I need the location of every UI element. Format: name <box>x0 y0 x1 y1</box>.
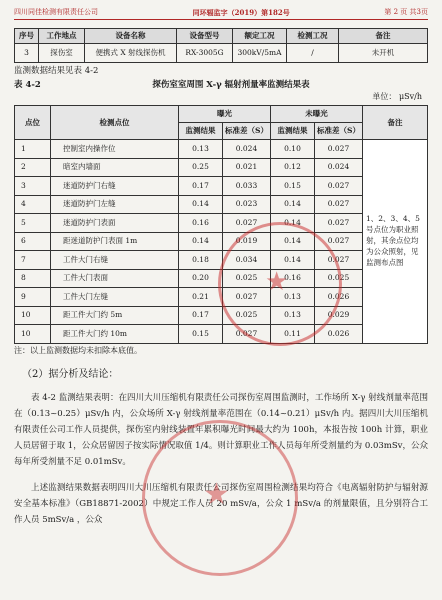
table-cell: 0.14 <box>271 195 315 214</box>
table-cell: 未开机 <box>339 44 428 63</box>
company-name: 四川同佳检测有限责任公司 <box>14 8 98 16</box>
col-header: 序号 <box>15 29 39 44</box>
table-cell: 10 <box>15 306 51 325</box>
page-indicator: 第 2 页 共3页 <box>384 8 428 16</box>
location-cell: 工件大门表面 <box>51 269 179 288</box>
table-cell: 0.14 <box>179 232 223 251</box>
table-cell: 0.15 <box>271 177 315 196</box>
table-cell: 0.21 <box>179 288 223 307</box>
table-cell: 0.029 <box>315 306 363 325</box>
table-cell: 0.13 <box>271 306 315 325</box>
table-cell: 0.13 <box>271 288 315 307</box>
conclusion-paragraph: 上述监测结果数据表明四川大川压缩机有限责任公司探伤室周围检测结果均符合《电离辐射防护与辐射源安全基本标准》（GB18871-2002）中规定工作人员 20 mSv/a，公众 1 mSv/a 的剂量限值，且分别符合工作人员 5mSv/a ，公众 <box>14 482 428 525</box>
location-cell: 工件大门右缝 <box>51 251 179 270</box>
table-cell: 0.14 <box>271 232 315 251</box>
report-number: 同环辐监字（2019）第182号 <box>192 8 290 17</box>
table-cell: 2 <box>15 158 51 177</box>
table-cell: 8 <box>15 269 51 288</box>
location-cell: 控制室内操作位 <box>51 140 179 159</box>
col-header-mean: 监测结果 <box>179 123 223 140</box>
table-cell: 0.021 <box>223 158 271 177</box>
col-header-sd: 标准差（S） <box>315 123 363 140</box>
table-cell: 0.027 <box>315 195 363 214</box>
table-cell: / <box>287 44 339 63</box>
table-cell: 0.027 <box>315 177 363 196</box>
table-cell: 0.10 <box>271 140 315 159</box>
equipment-table-header <box>15 29 428 44</box>
table-cell: 0.025 <box>315 269 363 288</box>
table-cell: 0.027 <box>315 232 363 251</box>
col-header-point: 点位 <box>15 106 51 140</box>
table-cell: 0.17 <box>179 306 223 325</box>
table-cell: 10 <box>15 325 51 344</box>
page-header <box>14 8 428 20</box>
col-header: 检测工况 <box>287 29 339 44</box>
table-cell: 0.15 <box>179 325 223 344</box>
table-caption <box>14 80 428 91</box>
col-header-mean: 监测结果 <box>271 123 315 140</box>
table-cell: 0.024 <box>223 140 271 159</box>
table-cell: 0.033 <box>223 177 271 196</box>
table-cell: 便携式 X 射线探伤机 <box>85 44 177 63</box>
table-cell: 6 <box>15 232 51 251</box>
table-cell: 300kV/5mA <box>233 44 287 63</box>
remark-cell: 1、2、3、4、5 号点位为职业照射，其余点位均为公众照射，见监测布点图 <box>363 140 428 344</box>
table-cell: 0.16 <box>179 214 223 233</box>
table-cell: 0.11 <box>271 325 315 344</box>
table-cell: 0.026 <box>315 288 363 307</box>
table-cell: 3 <box>15 44 39 63</box>
location-cell: 迷道防护门右缝 <box>51 177 179 196</box>
col-header-remark: 备注 <box>363 106 428 140</box>
seal-star-icon: ★ <box>203 477 230 512</box>
table-cell: 0.25 <box>179 158 223 177</box>
table-title: 探伤室室周围 X-γ 辐射剂量率监测结果表 <box>152 79 310 90</box>
table-cell: 0.14 <box>179 195 223 214</box>
table-cell: 0.027 <box>315 214 363 233</box>
table-row <box>15 44 428 63</box>
result-table-header <box>15 106 428 123</box>
table-cell: 4 <box>15 195 51 214</box>
analysis-paragraph: 表 4-2 监测结果表明：在四川大川压缩机有限责任公司探伤室周围监测时，工作场所 X-γ 射线剂量率范围在（0.13~0.25）μSv/h 内，公众场所 X-γ 射线剂量率范围在（0.14~0.21）μSv/h 内。据四川大川压缩机有限责任公司工作人员提供，探伤室内射线装置年累积曝光时间最大约为 100h，本报告按 100h 计算，职业人员居留于取 1，公众居留因子按实际情况取值 1/4。则计算职业工作人员每年所受剂量约为 0.03mSv，公众每年所受剂量不足 0.01mSv。 <box>14 392 428 467</box>
table-cell: 0.025 <box>223 306 271 325</box>
table-cell: 0.17 <box>179 177 223 196</box>
location-cell: 工件大门左缝 <box>51 288 179 307</box>
col-header: 设备名称 <box>85 29 177 44</box>
table-cell: 0.024 <box>315 158 363 177</box>
table-cell: 0.13 <box>179 140 223 159</box>
table-cell: 0.027 <box>315 140 363 159</box>
col-header: 设备型号 <box>177 29 233 44</box>
table-row <box>15 140 428 159</box>
table-cell: 0.16 <box>271 269 315 288</box>
location-cell: 迷道防护门左缝 <box>51 195 179 214</box>
section-title: （2）据分析及结论： <box>22 369 119 381</box>
table-cell: RX-3005G <box>177 44 233 63</box>
table-number: 表 4-2 <box>14 79 41 90</box>
table-cell: 0.027 <box>223 288 271 307</box>
table-cell: 1 <box>15 140 51 159</box>
table-cell: 0.14 <box>271 251 315 270</box>
table-cell: 3 <box>15 177 51 196</box>
table-cell: 探伤室 <box>39 44 85 63</box>
table-cell: 0.20 <box>179 269 223 288</box>
table-cell: 0.026 <box>315 325 363 344</box>
table-cell: 7 <box>15 251 51 270</box>
location-cell: 距工件大门约 10m <box>51 325 179 344</box>
table-cell: 0.025 <box>223 269 271 288</box>
col-header-unexposed: 未曝光 <box>271 106 363 123</box>
table-cell: 0.027 <box>223 325 271 344</box>
col-header-sd: 标准差（S） <box>223 123 271 140</box>
data-note: 监测数据结果见表 4-2 <box>14 66 99 77</box>
col-header-location: 检测点位 <box>51 106 179 140</box>
table-cell: 0.023 <box>223 195 271 214</box>
location-cell: 距工件大门约 5m <box>51 306 179 325</box>
col-header-exposed: 曝光 <box>179 106 271 123</box>
result-table <box>14 105 428 344</box>
col-header: 备注 <box>339 29 428 44</box>
table-cell: 0.12 <box>271 158 315 177</box>
table-cell: 0.18 <box>179 251 223 270</box>
result-table-body <box>15 140 428 344</box>
table-cell: 0.034 <box>223 251 271 270</box>
seal-star-icon: ★ <box>265 267 289 297</box>
table-cell: 5 <box>15 214 51 233</box>
col-header: 工作地点 <box>39 29 85 44</box>
table-cell: 0.14 <box>271 214 315 233</box>
location-cell: 迷道防护门表面 <box>51 214 179 233</box>
table-cell: 0.019 <box>223 232 271 251</box>
equipment-table <box>14 28 428 63</box>
col-header: 额定工况 <box>233 29 287 44</box>
table-unit: 单位： μSv/h <box>372 92 422 102</box>
table-cell: 0.027 <box>223 214 271 233</box>
location-cell: 距迷道防护门表面 1m <box>51 232 179 251</box>
table-footnote: 注：以上监测数据均未扣除本底值。 <box>14 345 142 355</box>
table-cell: 0.027 <box>315 251 363 270</box>
location-cell: 暗室内墙面 <box>51 158 179 177</box>
table-cell: 9 <box>15 288 51 307</box>
